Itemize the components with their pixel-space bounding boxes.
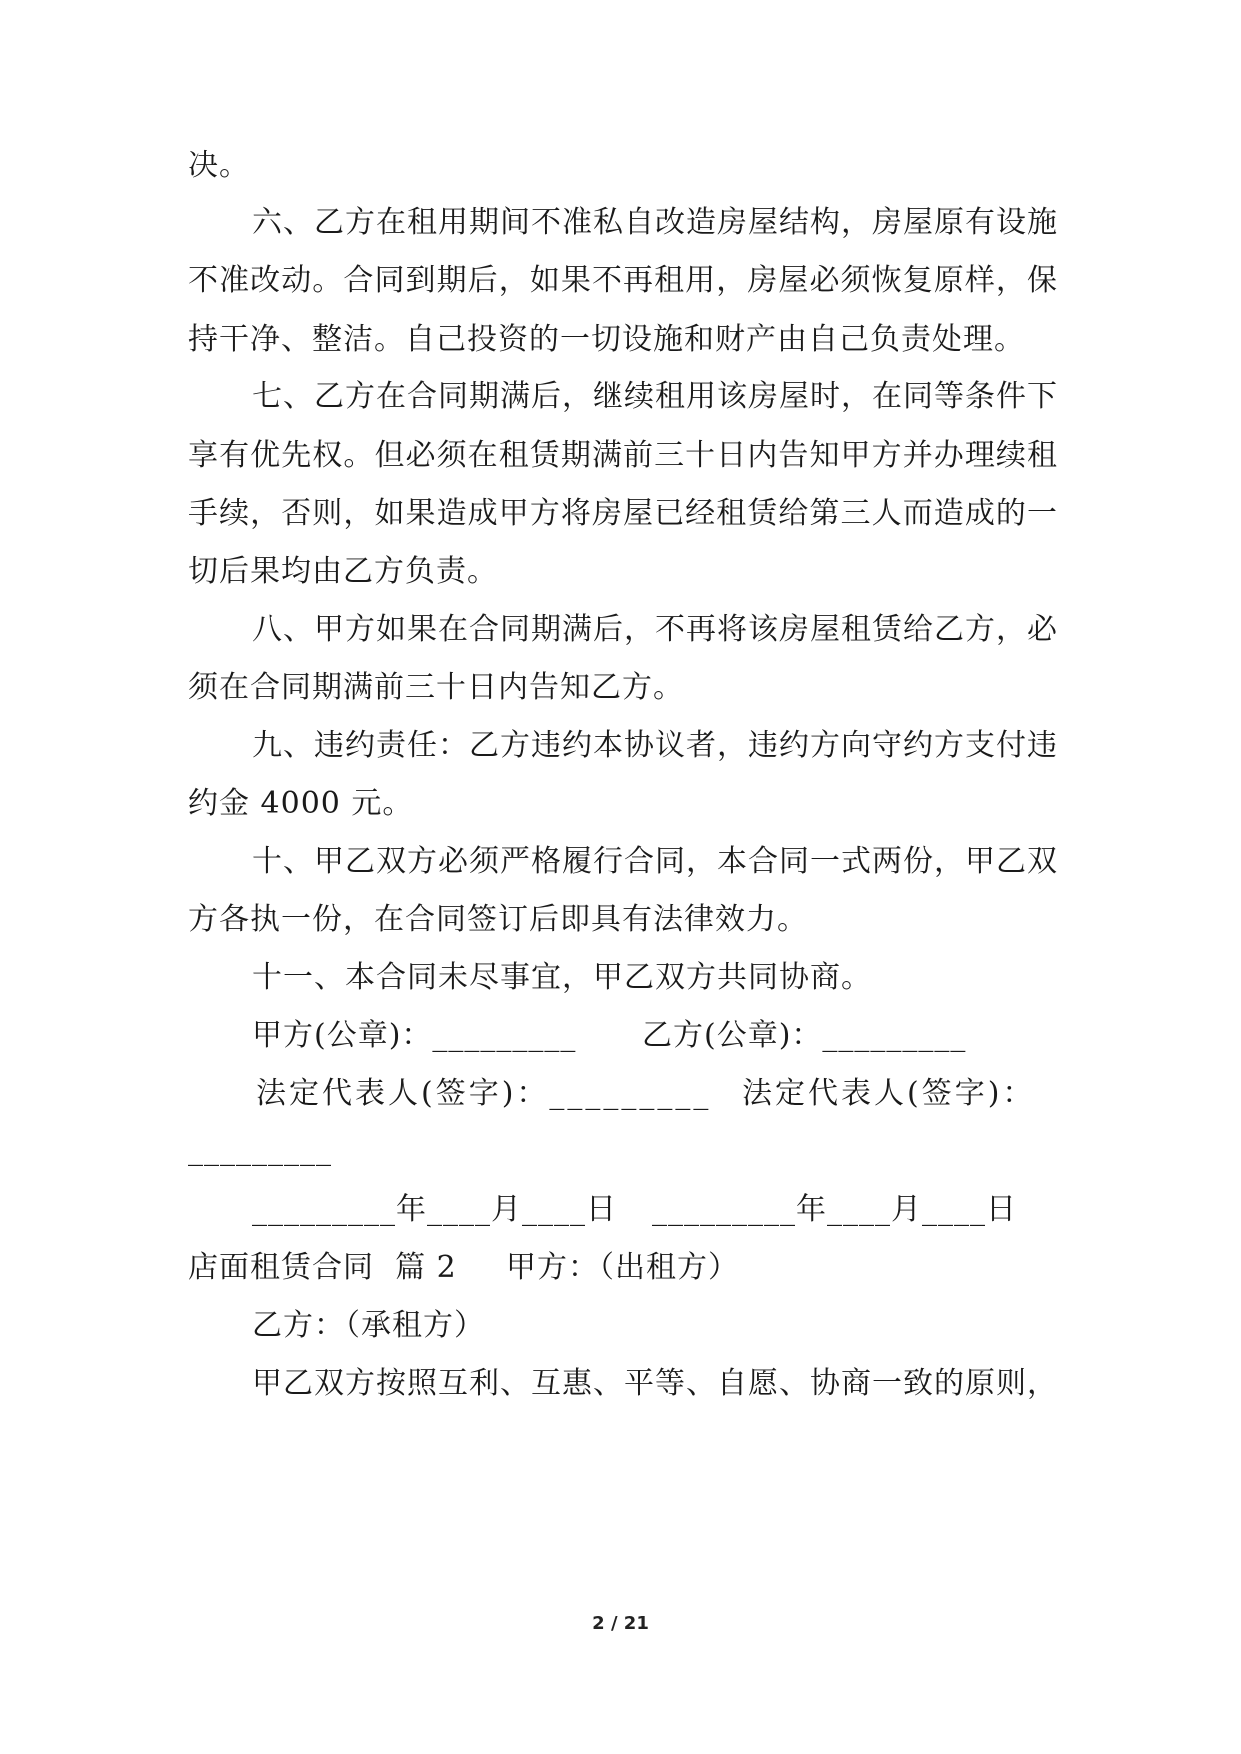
clause-7-line-2: 享有优先权。但必须在租赁期满前三十日内告知甲方并办理续租 [188,438,1058,473]
clause-6-line-3: 持干净、整洁。自己投资的一切设施和财产由自己负责处理。 [188,322,1025,357]
clause-6-line-2: 不准改动。合同到期后，如果不再租用，房屋必须恢复原样，保 [188,263,1058,298]
page-number: 2 / 21 [592,1613,649,1634]
clause-9-line-1: 九、违约责任：乙方违约本协议者，违约方向守约方支付违 [252,728,1058,763]
clause-5-end: 决。 [188,148,250,183]
clause-7-line-1: 七、乙方在合同期满后，继续租用该房屋时，在同等条件下 [252,379,1058,414]
clause-8-line-2: 须在合同期满前三十日内告知乙方。 [188,670,684,705]
party-b-representative-field: 法定代表人(签字)： [742,1076,1036,1111]
section-2-intro: 甲乙双方按照互利、互惠、平等、自愿、协商一致的原则， [252,1366,1058,1401]
clause-7-line-3: 手续，否则，如果造成甲方将房屋已经租赁给第三人而造成的一 [188,496,1058,531]
party-b-representative-blank: _________ [188,1132,332,1167]
party-b-seal-field: 乙方(公章)：_________ [642,1018,967,1053]
clause-6-line-1: 六、乙方在租用期间不准私自改造房屋结构，房屋原有设施 [252,205,1058,240]
clause-9-line-2: 约金 4000 元。 [188,786,414,821]
clause-7-line-4: 切后果均由乙方负责。 [188,554,498,589]
clause-10-line-2: 方各执一份，在合同签订后即具有法律效力。 [188,902,808,937]
section-2-party-b: 乙方：（承租方） [252,1308,485,1343]
party-a-seal-field: 甲方(公章)：_________ [252,1018,577,1053]
section-2-title: 店面租赁合同 篇 2 [188,1250,457,1285]
clause-8-line-1: 八、甲方如果在合同期满后，不再将该房屋租赁给乙方，必 [252,612,1058,647]
clause-10-line-1: 十、甲乙双方必须严格履行合同，本合同一式两份，甲乙双 [252,844,1058,879]
party-a-date-field: _________年____月____日 [252,1192,617,1227]
section-2-party-a: 甲方：（出租方） [506,1250,739,1285]
party-b-date-field: _________年____月____日 [652,1192,1017,1227]
clause-11: 十一、本合同未尽事宜，甲乙双方共同协商。 [252,960,872,995]
party-a-representative-field: 法定代表人(签字)：_________ [256,1076,712,1111]
